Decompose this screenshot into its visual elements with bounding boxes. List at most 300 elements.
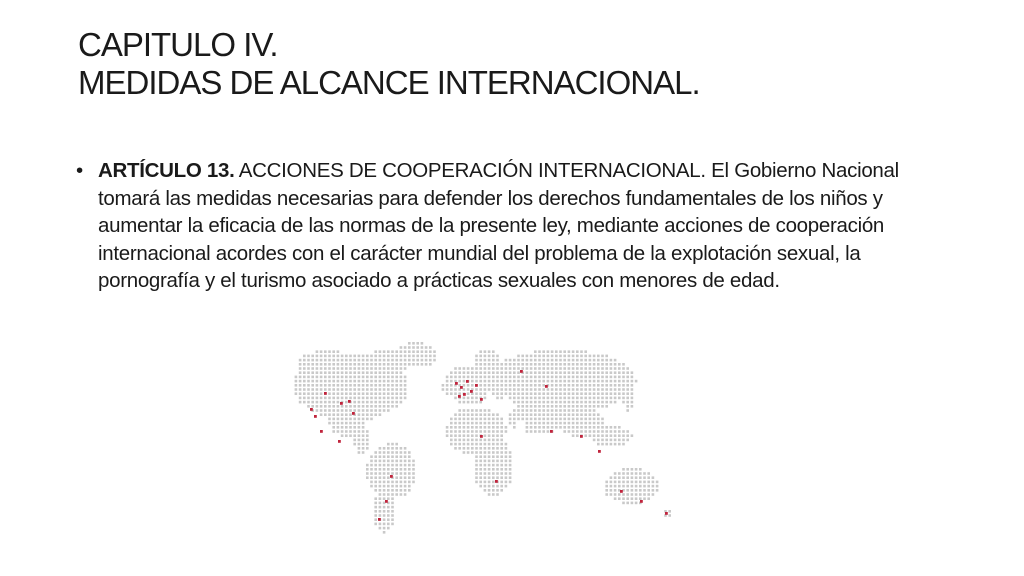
map-dot <box>391 392 394 395</box>
map-highlight-dot <box>475 384 478 387</box>
map-dot <box>442 388 445 391</box>
map-dot <box>345 355 348 358</box>
map-dot <box>559 413 562 416</box>
map-dot <box>505 392 508 395</box>
map-dot <box>307 401 310 404</box>
map-dot <box>362 371 365 374</box>
map-dot <box>341 422 344 425</box>
map-dot <box>530 355 533 358</box>
map-dot <box>589 384 592 387</box>
map-dot <box>370 388 373 391</box>
map-dot <box>358 418 361 421</box>
map-highlight-dot <box>640 500 643 503</box>
map-dot <box>488 430 491 433</box>
map-dot <box>400 455 403 458</box>
map-dot <box>379 481 382 484</box>
map-dot <box>488 363 491 366</box>
map-dot <box>324 413 327 416</box>
map-dot <box>568 426 571 429</box>
map-dot <box>391 518 394 521</box>
map-dot <box>320 392 323 395</box>
map-dot <box>542 392 545 395</box>
map-dot <box>492 489 495 492</box>
map-dot <box>534 418 537 421</box>
map-dot <box>408 468 411 471</box>
map-dot <box>484 422 487 425</box>
map-dot <box>442 384 445 387</box>
map-dot <box>601 367 604 370</box>
map-dot <box>328 388 331 391</box>
map-dot <box>538 371 541 374</box>
map-dot <box>576 363 579 366</box>
map-dot <box>492 392 495 395</box>
map-dot <box>337 418 340 421</box>
map-dot <box>324 350 327 353</box>
map-dot <box>484 489 487 492</box>
map-dot <box>391 523 394 526</box>
map-dot <box>383 476 386 479</box>
map-dot <box>391 355 394 358</box>
map-dot <box>593 430 596 433</box>
map-dot <box>387 455 390 458</box>
map-dot <box>383 447 386 450</box>
map-dot <box>643 481 646 484</box>
map-dot <box>475 392 478 395</box>
map-dot <box>505 367 508 370</box>
map-dot <box>391 447 394 450</box>
map-dot <box>320 401 323 404</box>
map-dot <box>320 355 323 358</box>
map-dot <box>370 401 373 404</box>
map-dot <box>542 418 545 421</box>
map-dot <box>492 422 495 425</box>
map-dot <box>358 409 361 412</box>
map-dot <box>467 371 470 374</box>
map-dot <box>530 367 533 370</box>
map-dot <box>345 430 348 433</box>
map-dot <box>379 460 382 463</box>
map-dot <box>391 502 394 505</box>
map-dot <box>295 376 298 379</box>
map-dot <box>538 376 541 379</box>
map-dot <box>458 439 461 442</box>
map-dot <box>647 497 650 500</box>
map-dot <box>358 392 361 395</box>
map-dot <box>345 401 348 404</box>
map-dot <box>589 397 592 400</box>
map-dot <box>618 493 621 496</box>
map-dot <box>345 392 348 395</box>
map-dot <box>551 426 554 429</box>
map-dot <box>484 376 487 379</box>
map-dot <box>568 384 571 387</box>
map-dot <box>496 430 499 433</box>
map-dot <box>488 460 491 463</box>
map-dot <box>484 485 487 488</box>
map-dot <box>622 388 625 391</box>
map-dot <box>391 397 394 400</box>
map-dot <box>341 405 344 408</box>
map-dot <box>479 388 482 391</box>
map-dot <box>488 376 491 379</box>
map-dot <box>509 418 512 421</box>
map-dot <box>391 359 394 362</box>
map-dot <box>496 455 499 458</box>
map-dot <box>362 451 365 454</box>
map-dot <box>618 497 621 500</box>
map-dot <box>618 485 621 488</box>
map-dot <box>362 409 365 412</box>
map-dot <box>374 506 377 509</box>
map-dot <box>643 485 646 488</box>
map-dot <box>597 443 600 446</box>
map-dot <box>488 422 491 425</box>
map-dot <box>362 413 365 416</box>
map-dot <box>572 430 575 433</box>
map-dot <box>576 355 579 358</box>
map-dot <box>362 388 365 391</box>
map-dot <box>467 401 470 404</box>
map-dot <box>358 413 361 416</box>
map-dot <box>555 350 558 353</box>
map-dot <box>400 376 403 379</box>
map-dot <box>542 350 545 353</box>
map-dot <box>337 422 340 425</box>
map-dot <box>316 409 319 412</box>
map-dot <box>601 376 604 379</box>
map-dot <box>332 413 335 416</box>
map-dot <box>463 401 466 404</box>
map-dot <box>362 434 365 437</box>
map-dot <box>299 367 302 370</box>
map-dot <box>568 422 571 425</box>
map-dot <box>446 388 449 391</box>
map-dot <box>568 376 571 379</box>
map-dot <box>299 380 302 383</box>
map-dot <box>492 355 495 358</box>
map-dot <box>370 363 373 366</box>
map-dot <box>555 409 558 412</box>
map-dot <box>467 434 470 437</box>
map-dot <box>492 493 495 496</box>
map-dot <box>303 371 306 374</box>
map-dot <box>580 392 583 395</box>
map-dot <box>400 468 403 471</box>
map-dot <box>299 388 302 391</box>
map-dot <box>647 481 650 484</box>
map-dot <box>547 388 550 391</box>
map-dot <box>379 363 382 366</box>
map-dot <box>496 476 499 479</box>
map-dot <box>610 489 613 492</box>
map-dot <box>500 485 503 488</box>
map-dot <box>521 380 524 383</box>
map-dot <box>526 371 529 374</box>
map-dot <box>614 388 617 391</box>
map-dot <box>496 468 499 471</box>
map-dot <box>366 367 369 370</box>
map-dot <box>563 426 566 429</box>
map-dot <box>500 481 503 484</box>
map-dot <box>492 380 495 383</box>
map-dot <box>412 350 415 353</box>
map-dot <box>358 367 361 370</box>
map-dot <box>551 418 554 421</box>
map-dot <box>492 413 495 416</box>
map-dot <box>387 401 390 404</box>
map-dot <box>505 388 508 391</box>
map-dot <box>631 384 634 387</box>
map-dot <box>488 359 491 362</box>
map-dot <box>433 350 436 353</box>
map-dot <box>362 447 365 450</box>
map-dot <box>341 367 344 370</box>
map-highlight-dot <box>390 475 393 478</box>
map-dot <box>349 426 352 429</box>
map-dot <box>400 464 403 467</box>
map-dot <box>538 392 541 395</box>
map-dot <box>362 439 365 442</box>
map-dot <box>463 367 466 370</box>
map-dot <box>559 359 562 362</box>
map-dot <box>547 405 550 408</box>
map-dot <box>534 384 537 387</box>
map-dot <box>647 485 650 488</box>
map-dot <box>521 409 524 412</box>
map-dot <box>383 388 386 391</box>
map-dot <box>530 397 533 400</box>
map-dot <box>353 355 356 358</box>
map-dot <box>488 455 491 458</box>
map-dot <box>496 464 499 467</box>
map-dot <box>618 367 621 370</box>
map-dot <box>614 397 617 400</box>
map-dot <box>404 350 407 353</box>
map-dot <box>563 355 566 358</box>
map-dot <box>362 397 365 400</box>
map-dot <box>626 472 629 475</box>
map-dot <box>484 413 487 416</box>
map-dot <box>555 371 558 374</box>
map-dot <box>379 455 382 458</box>
map-dot <box>593 376 596 379</box>
map-dot <box>408 455 411 458</box>
map-dot <box>379 371 382 374</box>
map-dot <box>593 418 596 421</box>
map-dot <box>374 497 377 500</box>
map-dot <box>484 439 487 442</box>
map-dot <box>509 468 512 471</box>
map-dot <box>370 376 373 379</box>
map-dot <box>320 409 323 412</box>
map-dot <box>526 409 529 412</box>
map-dot <box>563 350 566 353</box>
map-dot <box>488 472 491 475</box>
map-dot <box>563 397 566 400</box>
map-dot <box>517 367 520 370</box>
map-dot <box>505 464 508 467</box>
map-dot <box>408 489 411 492</box>
map-dot <box>626 384 629 387</box>
map-dot <box>349 392 352 395</box>
map-dot <box>488 476 491 479</box>
map-dot <box>622 363 625 366</box>
map-dot <box>631 376 634 379</box>
map-dot <box>601 380 604 383</box>
map-dot <box>559 401 562 404</box>
map-dot <box>631 371 634 374</box>
map-dot <box>505 460 508 463</box>
map-dot <box>328 350 331 353</box>
map-dot <box>526 359 529 362</box>
map-dot <box>458 409 461 412</box>
map-dot <box>366 405 369 408</box>
map-dot <box>484 384 487 387</box>
map-dot <box>374 401 377 404</box>
map-dot <box>433 359 436 362</box>
map-dot <box>463 384 466 387</box>
map-dot <box>337 401 340 404</box>
map-dot <box>311 405 314 408</box>
map-dot <box>530 384 533 387</box>
map-dot <box>572 426 575 429</box>
map-dot <box>370 367 373 370</box>
map-dot <box>379 384 382 387</box>
map-dot <box>576 405 579 408</box>
map-dot <box>454 418 457 421</box>
map-dot <box>425 350 428 353</box>
map-dot <box>458 413 461 416</box>
map-dot <box>542 413 545 416</box>
map-dot <box>362 355 365 358</box>
map-dot <box>492 350 495 353</box>
map-dot <box>521 363 524 366</box>
map-dot <box>303 388 306 391</box>
map-dot <box>362 401 365 404</box>
map-dot <box>395 367 398 370</box>
map-dot <box>412 359 415 362</box>
map-dot <box>303 376 306 379</box>
map-dot <box>341 413 344 416</box>
map-dot <box>383 397 386 400</box>
map-dot <box>568 359 571 362</box>
map-dot <box>345 380 348 383</box>
map-dot <box>387 397 390 400</box>
map-dot <box>324 409 327 412</box>
map-dot <box>311 376 314 379</box>
map-dot <box>635 497 638 500</box>
map-dot <box>383 518 386 521</box>
map-dot <box>605 405 608 408</box>
map-dot <box>362 380 365 383</box>
map-dot <box>551 367 554 370</box>
map-dot <box>404 367 407 370</box>
map-dot <box>391 451 394 454</box>
map-dot <box>400 401 403 404</box>
map-dot <box>324 388 327 391</box>
map-dot <box>404 363 407 366</box>
map-dot <box>542 380 545 383</box>
map-dot <box>463 434 466 437</box>
map-dot <box>400 392 403 395</box>
map-dot <box>622 371 625 374</box>
map-dot <box>387 371 390 374</box>
map-dot <box>639 497 642 500</box>
map-dot <box>379 485 382 488</box>
map-dot <box>475 451 478 454</box>
map-dot <box>332 359 335 362</box>
map-dot <box>610 443 613 446</box>
map-dot <box>626 367 629 370</box>
map-dot <box>631 405 634 408</box>
map-dot <box>475 409 478 412</box>
map-dot <box>353 380 356 383</box>
map-dot <box>631 380 634 383</box>
map-dot <box>320 397 323 400</box>
map-dot <box>328 376 331 379</box>
map-dot <box>484 367 487 370</box>
map-dot <box>542 430 545 433</box>
map-dot <box>467 439 470 442</box>
map-dot <box>387 464 390 467</box>
map-dot <box>530 401 533 404</box>
map-dot <box>379 489 382 492</box>
map-dot <box>639 493 642 496</box>
map-dot <box>400 371 403 374</box>
map-dot <box>395 460 398 463</box>
map-dot <box>404 489 407 492</box>
map-dot <box>404 447 407 450</box>
map-dot <box>610 397 613 400</box>
map-dot <box>412 363 415 366</box>
map-dot <box>450 371 453 374</box>
map-dot <box>408 363 411 366</box>
map-dot <box>400 485 403 488</box>
map-dot <box>446 434 449 437</box>
map-dot <box>362 392 365 395</box>
map-dot <box>526 430 529 433</box>
map-dot <box>538 430 541 433</box>
map-dot <box>534 430 537 433</box>
map-dot <box>404 451 407 454</box>
map-dot <box>358 380 361 383</box>
map-dot <box>458 443 461 446</box>
map-dot <box>593 363 596 366</box>
map-dot <box>593 413 596 416</box>
map-dot <box>622 397 625 400</box>
map-dot <box>509 367 512 370</box>
map-dot <box>584 367 587 370</box>
map-dot <box>492 439 495 442</box>
map-dot <box>618 397 621 400</box>
map-dot <box>484 392 487 395</box>
map-dot <box>605 392 608 395</box>
map-dot <box>475 355 478 358</box>
map-dot <box>593 426 596 429</box>
map-dot <box>454 422 457 425</box>
map-dot <box>374 371 377 374</box>
map-dot <box>605 384 608 387</box>
map-dot <box>370 476 373 479</box>
map-dot <box>479 481 482 484</box>
map-dot <box>626 502 629 505</box>
map-dot <box>446 426 449 429</box>
map-dot <box>454 413 457 416</box>
map-dot <box>509 451 512 454</box>
map-dot <box>303 384 306 387</box>
map-dot <box>576 397 579 400</box>
map-dot <box>618 363 621 366</box>
